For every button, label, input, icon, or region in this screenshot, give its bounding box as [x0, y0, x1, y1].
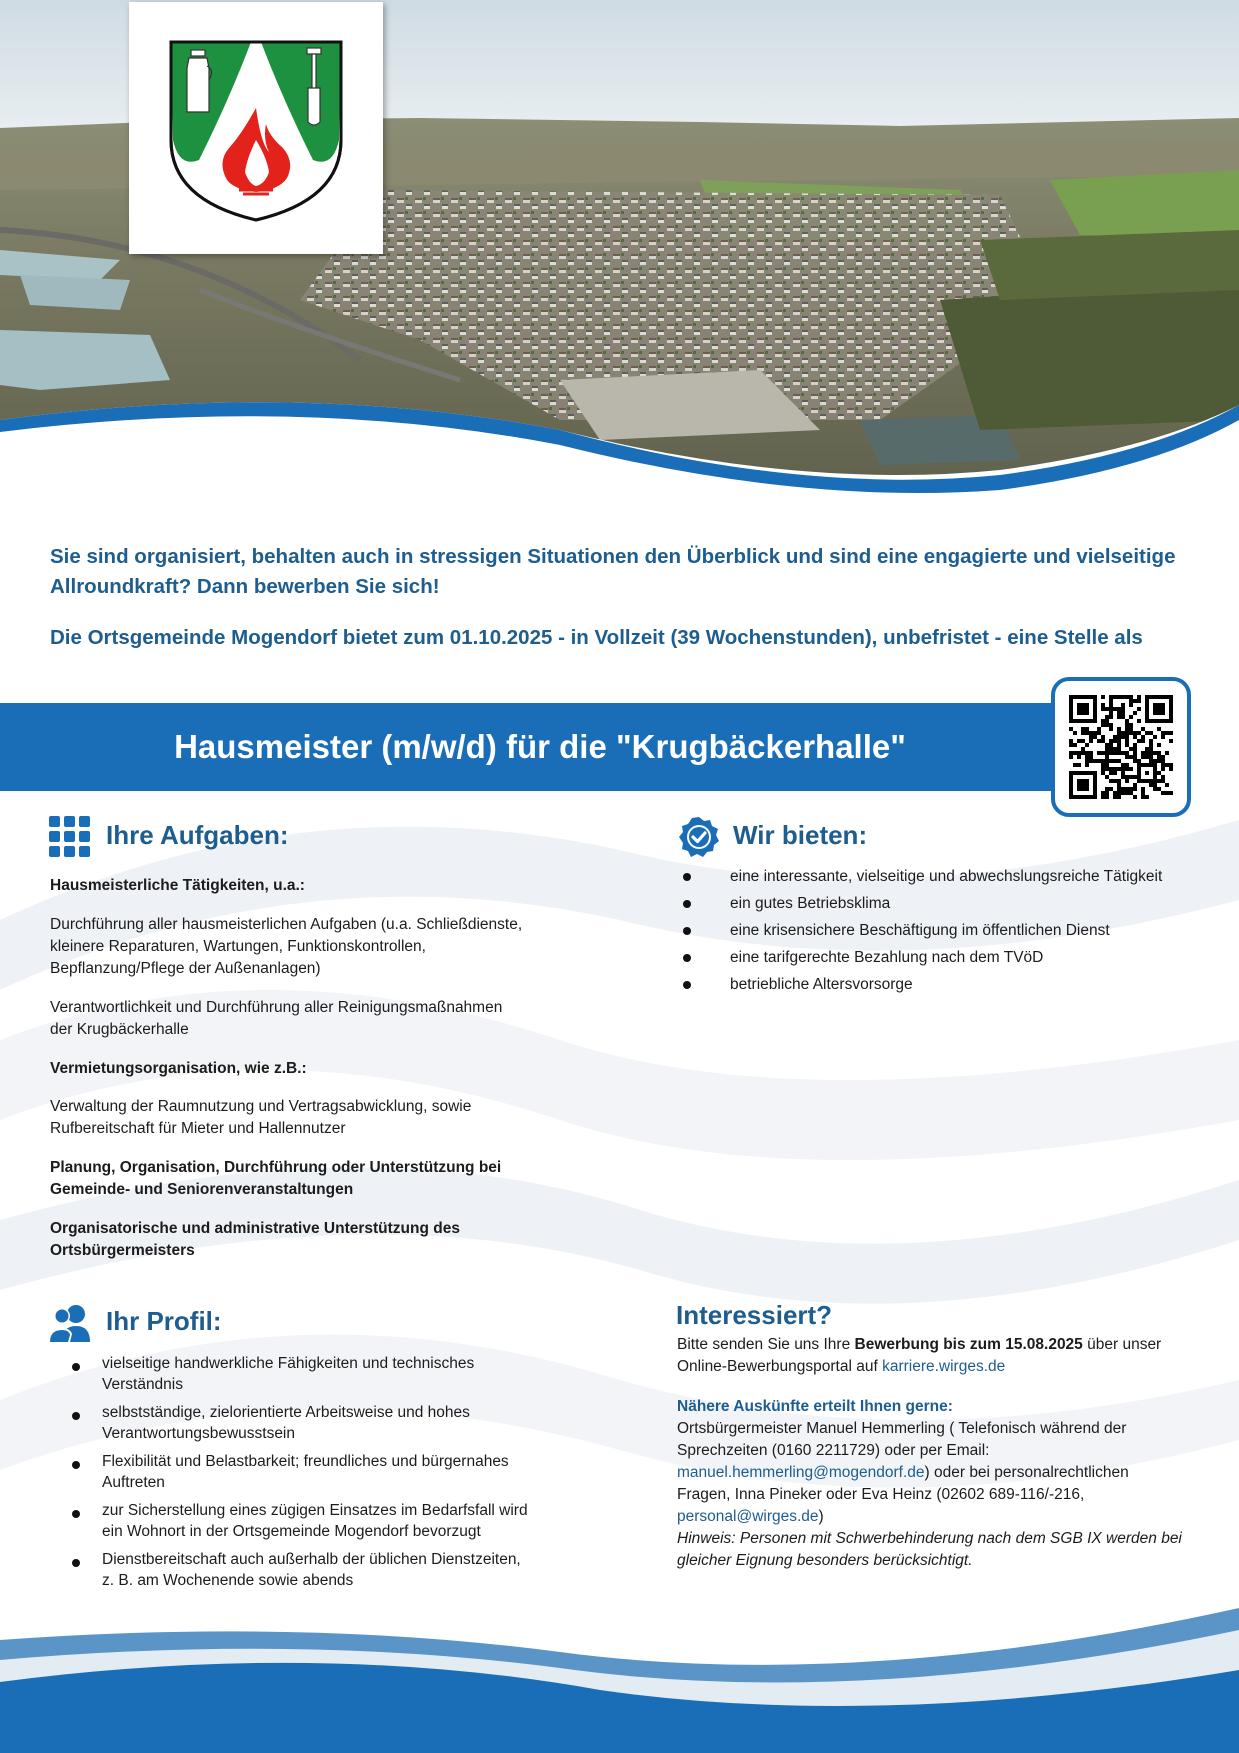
contact-line: Fragen, Inna Pineker oder Eva Heinz (02602 689-116/-216, [677, 1486, 1085, 1503]
profil-item [70, 1500, 590, 1542]
contact-line: Ortsbürgermeister Manuel Hemmerling ( Telefonisch während der [677, 1420, 1127, 1437]
profil-item-line: zur Sicherstellung eines zügigen Einsatzes im Bedarfsfall wird [102, 1502, 528, 1519]
interessiert-heading: Interessiert? [676, 1300, 833, 1330]
hinweis-line: gleicher Eignung besonders berücksichtigt. [677, 1552, 973, 1569]
aufgaben-sub-4-line: Ortsbürgermeisters [50, 1242, 195, 1259]
interessiert-line-1 [677, 1334, 1217, 1356]
aufgaben-para-3-line: Verwaltung der Raumnutzung und Vertragsabwicklung, sowie [50, 1098, 472, 1115]
interessiert-l1-pre: Bitte senden Sie uns Ihre [677, 1336, 855, 1353]
aufgaben-para-2-line: der Krugbäckerhalle [50, 1021, 189, 1038]
interessiert-l1-post: über unser [1082, 1336, 1162, 1353]
profil-item-line: vielseitige handwerkliche Fähigkeiten und technisches [102, 1355, 475, 1372]
aufgaben-para-2-line: Verantwortlichkeit und Durchführung aller Reinigungsmaßnahmen [50, 999, 503, 1016]
bieten-item: ein gutes Betriebsklima [682, 893, 1212, 914]
coat-of-arms-icon [169, 40, 343, 222]
aufgaben-sub-1: Hausmeisterliche Tätigkeiten, u.a.: [50, 877, 305, 894]
aufgaben-para-1-line: Bepflanzung/Pflege der Außenanlagen) [50, 960, 321, 977]
contact-block [677, 1396, 1217, 1572]
crest-box [129, 2, 383, 254]
portal-link[interactable]: karriere.wirges.de [882, 1358, 1006, 1375]
aufgaben-para-3-line: Rufbereitschaft für Mieter und Hallennutzer [50, 1120, 346, 1137]
intro-offer: Die Ortsgemeinde Mogendorf bietet zum 01.10.2025 - in Vollzeit (39 Wochenstunden), unbefristet - eine Stelle als [50, 626, 1143, 649]
aufgaben-heading: Ihre Aufgaben: [106, 820, 289, 850]
profil-list [70, 1353, 590, 1598]
intro-question [50, 542, 1200, 602]
grid-icon [49, 816, 91, 858]
bieten-item: eine tarifgerechte Bezahlung nach dem TVöD [682, 947, 1212, 968]
bieten-item: eine interessante, vielseitige und abwechslungsreiche Tätigkeit [682, 866, 1212, 887]
profil-item-line: Auftreten [102, 1474, 165, 1491]
bieten-list [682, 866, 1212, 1001]
aufgaben-sub-3 [50, 1157, 501, 1201]
bieten-heading: Wir bieten: [733, 820, 868, 850]
interessiert-line-2 [677, 1356, 1217, 1378]
profil-item-line: Dienstbereitschaft auch außerhalb der üblichen Dienstzeiten, [102, 1551, 521, 1568]
profil-item-line: selbstständige, zielorientierte Arbeitsweise und hohes [102, 1404, 470, 1421]
qr-code-box[interactable] [1051, 677, 1191, 817]
aufgaben-sub-4 [50, 1218, 460, 1262]
aufgaben-para-3 [50, 1096, 471, 1140]
profil-heading: Ihr Profil: [106, 1306, 222, 1336]
interessiert-text [677, 1334, 1217, 1378]
aufgaben-sub-3-line: Gemeinde- und Seniorenveranstaltungen [50, 1181, 354, 1198]
deadline-text: Bewerbung bis zum 15.08.2025 [854, 1336, 1083, 1353]
hinweis-line: Hinweis: Personen mit Schwerbehinderung nach dem SGB IX werden bei [677, 1530, 1182, 1547]
email-link-mogendorf[interactable]: manuel.hemmerling@mogendorf.de [677, 1464, 925, 1481]
qr-code-icon [1069, 695, 1173, 799]
users-icon [48, 1302, 92, 1344]
profil-item [70, 1402, 590, 1444]
footer-wave [0, 1600, 1239, 1753]
aufgaben-sub-2: Vermietungsorganisation, wie z.B.: [50, 1060, 307, 1077]
aufgaben-para-1-line: Durchführung aller hausmeisterlichen Aufgaben (u.a. Schließdienste, [50, 916, 523, 933]
bieten-item: betriebliche Altersvorsorge [682, 974, 1212, 995]
job-title-bar [0, 703, 1060, 791]
interessiert-l2-pre: Online-Bewerbungsportal auf [677, 1358, 883, 1375]
aufgaben-para-1-line: kleinere Reparaturen, Wartungen, Funktionskontrollen, [50, 938, 426, 955]
intro-line-1b: Allroundkraft? Dann bewerben Sie sich! [50, 575, 440, 598]
profil-item [70, 1451, 590, 1493]
profil-item-line: z. B. am Wochenende sowie abends [102, 1572, 354, 1589]
contact-line [677, 1462, 1217, 1484]
contact-line: Sprechzeiten (0160 2211729) oder per Email: [677, 1442, 990, 1459]
contact-heading: Nähere Auskünfte erteilt Ihnen gerne: [677, 1398, 953, 1415]
aufgaben-para-2 [50, 997, 502, 1041]
job-title: Hausmeister (m/w/d) für die "Krugbäckerhalle" [174, 728, 906, 765]
contact-line-tail: ) [818, 1508, 824, 1525]
profil-item-line: ein Wohnort in der Ortsgemeinde Mogendorf bevorzugt [102, 1523, 481, 1540]
profil-item [70, 1549, 590, 1591]
badge-check-icon [678, 816, 720, 858]
email-link-personal[interactable]: personal@wirges.de [677, 1508, 819, 1525]
contact-line [677, 1506, 1217, 1528]
profil-item [70, 1353, 590, 1395]
intro-line-1a: Sie sind organisiert, behalten auch in stressigen Situationen den Überblick und sind eine engagierte und vielseitige [50, 545, 1176, 568]
aufgaben-sub-4-line: Organisatorische und administrative Unterstützung des [50, 1220, 460, 1237]
bieten-item: eine krisensichere Beschäftigung im öffentlichen Dienst [682, 920, 1212, 941]
profil-item-line: Verständnis [102, 1376, 183, 1393]
profil-item-line: Verantwortungsbewusstsein [102, 1425, 296, 1442]
aufgaben-para-1 [50, 914, 522, 980]
aufgaben-sub-3-line: Planung, Organisation, Durchführung oder Unterstützung bei [50, 1159, 502, 1176]
profil-item-line: Flexibilität und Belastbarkeit; freundliches und bürgernahes [102, 1453, 509, 1470]
contact-line-tail: ) oder bei personalrechtlichen [924, 1464, 1129, 1481]
